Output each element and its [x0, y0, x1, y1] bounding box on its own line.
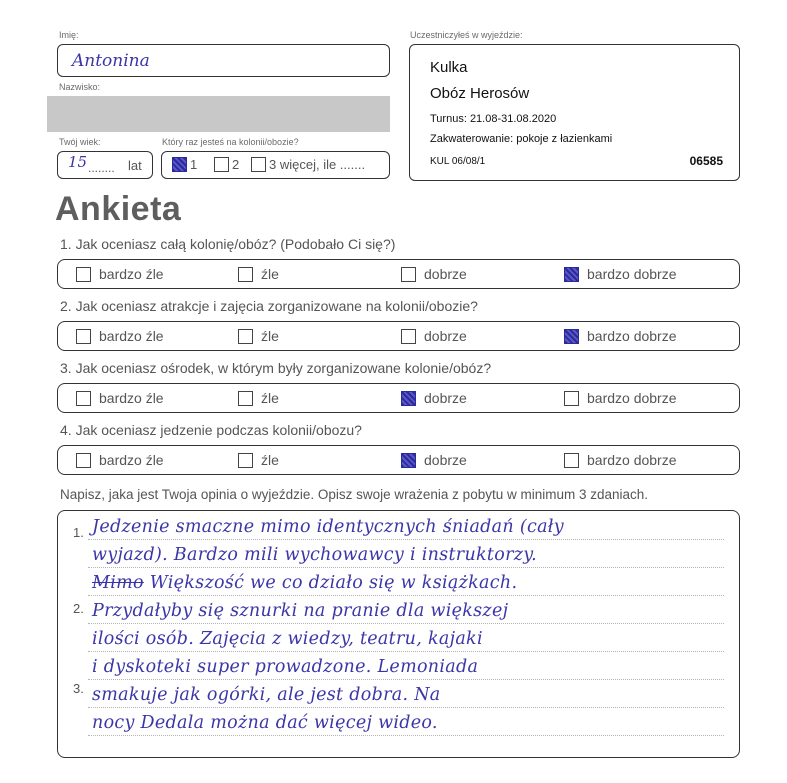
rating-option-label: dobrze [424, 328, 467, 344]
age-label: Twój wiek: [59, 137, 101, 147]
checkbox[interactable] [251, 157, 266, 172]
age-field[interactable] [57, 151, 153, 179]
trip-accommodation: Zakwaterowanie: pokoje z łazienkami [430, 133, 613, 145]
answer-number: 1. [73, 525, 84, 540]
rating-option-label: bardzo źle [99, 266, 164, 282]
times-option-label: 1 [190, 157, 198, 172]
rating-option-label: bardzo dobrze [587, 266, 677, 282]
rating-option[interactable] [564, 452, 677, 468]
rating-option-label: bardzo źle [99, 390, 164, 406]
checkbox[interactable] [564, 267, 579, 282]
rating-option-label: bardzo dobrze [587, 328, 677, 344]
question-2-text: 2. Jak oceniasz atrakcje i zajęcia zorganizowane na kolonii/obozie? [60, 298, 478, 314]
ruled-line [88, 707, 724, 708]
checkbox[interactable] [76, 267, 91, 282]
surname-redacted [47, 96, 390, 132]
ruled-line [88, 679, 724, 680]
rating-option[interactable] [564, 390, 677, 406]
ruled-line [88, 735, 724, 736]
name-field[interactable] [57, 44, 390, 77]
checkbox[interactable] [76, 329, 91, 344]
checkbox[interactable] [238, 453, 253, 468]
rating-option-label: bardzo dobrze [587, 390, 677, 406]
handwritten-line: i dyskoteki super prowadzone. Lemoniada [92, 657, 479, 677]
rating-option-label: źle [261, 328, 279, 344]
checkbox[interactable] [214, 157, 229, 172]
handwritten-line: Mimo Większość we co działo się w książkach. [92, 573, 518, 593]
rating-option-label: dobrze [424, 390, 467, 406]
rating-option[interactable] [76, 452, 164, 468]
handwritten-line: ilości osób. Zajęcia z wiedzy, teatru, kajaki [92, 629, 483, 649]
checkbox[interactable] [76, 391, 91, 406]
checkbox[interactable] [564, 391, 579, 406]
trip-turnus: Turnus: 21.08-31.08.2020 [430, 113, 557, 125]
trip-title2: Obóz Herosów [430, 85, 530, 102]
checkbox[interactable] [401, 391, 416, 406]
rating-option[interactable] [401, 452, 467, 468]
trip-info-box [409, 44, 740, 181]
checkbox[interactable] [401, 453, 416, 468]
times-field [161, 151, 390, 179]
times-option-3[interactable] [251, 157, 365, 172]
rating-option[interactable] [76, 328, 164, 344]
rating-option[interactable] [238, 390, 279, 406]
rating-option[interactable] [238, 328, 279, 344]
times-label: Który raz jesteś na kolonii/obozie? [162, 137, 299, 147]
handwritten-line: nocy Dedala można dać więcej wideo. [92, 713, 438, 733]
age-dots: ........ [88, 161, 115, 175]
checkbox[interactable] [401, 329, 416, 344]
handwritten-line: Przydałyby się sznurki na pranie dla większej [92, 601, 509, 621]
question-1-options [57, 259, 740, 289]
rating-option[interactable] [564, 328, 677, 344]
question-2-options [57, 321, 740, 351]
checkbox[interactable] [564, 453, 579, 468]
rating-option[interactable] [401, 328, 467, 344]
question-1-text: 1. Jak oceniasz całą kolonię/obóz? (Podobało Ci się?) [60, 236, 396, 252]
rating-option[interactable] [564, 266, 677, 282]
checkbox[interactable] [401, 267, 416, 282]
checkbox[interactable] [172, 157, 187, 172]
rating-option-label: bardzo źle [99, 328, 164, 344]
age-unit: lat [128, 158, 142, 173]
times-option-2[interactable] [214, 157, 239, 172]
question-4-text: 4. Jak oceniasz jedzenie podczas kolonii/obozu? [60, 422, 362, 438]
checkbox[interactable] [238, 267, 253, 282]
question-3-text: 3. Jak oceniasz ośrodek, w którym były zorganizowane kolonie/obóz? [60, 360, 492, 376]
rating-option-label: bardzo źle [99, 452, 164, 468]
rating-option[interactable] [401, 390, 467, 406]
rating-option-label: bardzo dobrze [587, 452, 677, 468]
handwritten-line: smakuje jak ogórki, ale jest dobra. Na [92, 685, 441, 705]
name-label: Imię: [59, 30, 79, 40]
times-option-label: 3 więcej, ile ....... [269, 157, 366, 172]
checkbox[interactable] [564, 329, 579, 344]
question-3-options [57, 383, 740, 413]
handwritten-line: Jedzenie smaczne mimo identycznych śniadań (cały [92, 517, 564, 537]
rating-option[interactable] [76, 390, 164, 406]
rating-option[interactable] [401, 266, 467, 282]
trip-label: Uczestniczyłeś w wyjeździe: [410, 30, 523, 40]
rating-option-label: źle [261, 390, 279, 406]
page-title: Ankieta [55, 190, 182, 228]
times-option-label: 2 [232, 157, 240, 172]
rating-option-label: źle [261, 266, 279, 282]
name-value: Antonina [72, 51, 150, 71]
trip-code: KUL 06/08/1 [430, 156, 486, 167]
rating-option[interactable] [238, 266, 279, 282]
opinion-prompt: Napisz, jaka jest Twoja opinia o wyjeździe. Opisz swoje wrażenia z pobytu w minimum 3 zdaniach. [60, 487, 649, 502]
checkbox[interactable] [238, 391, 253, 406]
answer-number: 3. [73, 681, 84, 696]
trip-number: 06585 [689, 154, 723, 168]
handwritten-line: wyjazd). Bardzo mili wychowawcy i instruktorzy. [92, 545, 538, 565]
checkbox[interactable] [238, 329, 253, 344]
rating-option-label: źle [261, 452, 279, 468]
ruled-line [88, 595, 724, 596]
answer-number: 2. [73, 601, 84, 616]
rating-option[interactable] [238, 452, 279, 468]
question-4-options [57, 445, 740, 475]
age-value: 15 [68, 153, 88, 171]
surname-label: Nazwisko: [59, 82, 101, 92]
rating-option-label: dobrze [424, 452, 467, 468]
ruled-line [88, 539, 724, 540]
ruled-line [88, 623, 724, 624]
ruled-line [88, 567, 724, 568]
rating-option[interactable] [76, 266, 164, 282]
times-option-1[interactable] [172, 157, 197, 172]
checkbox[interactable] [76, 453, 91, 468]
opinion-field[interactable] [57, 510, 740, 758]
ruled-line [88, 651, 724, 652]
rating-option-label: dobrze [424, 266, 467, 282]
trip-title1: Kulka [430, 59, 468, 76]
